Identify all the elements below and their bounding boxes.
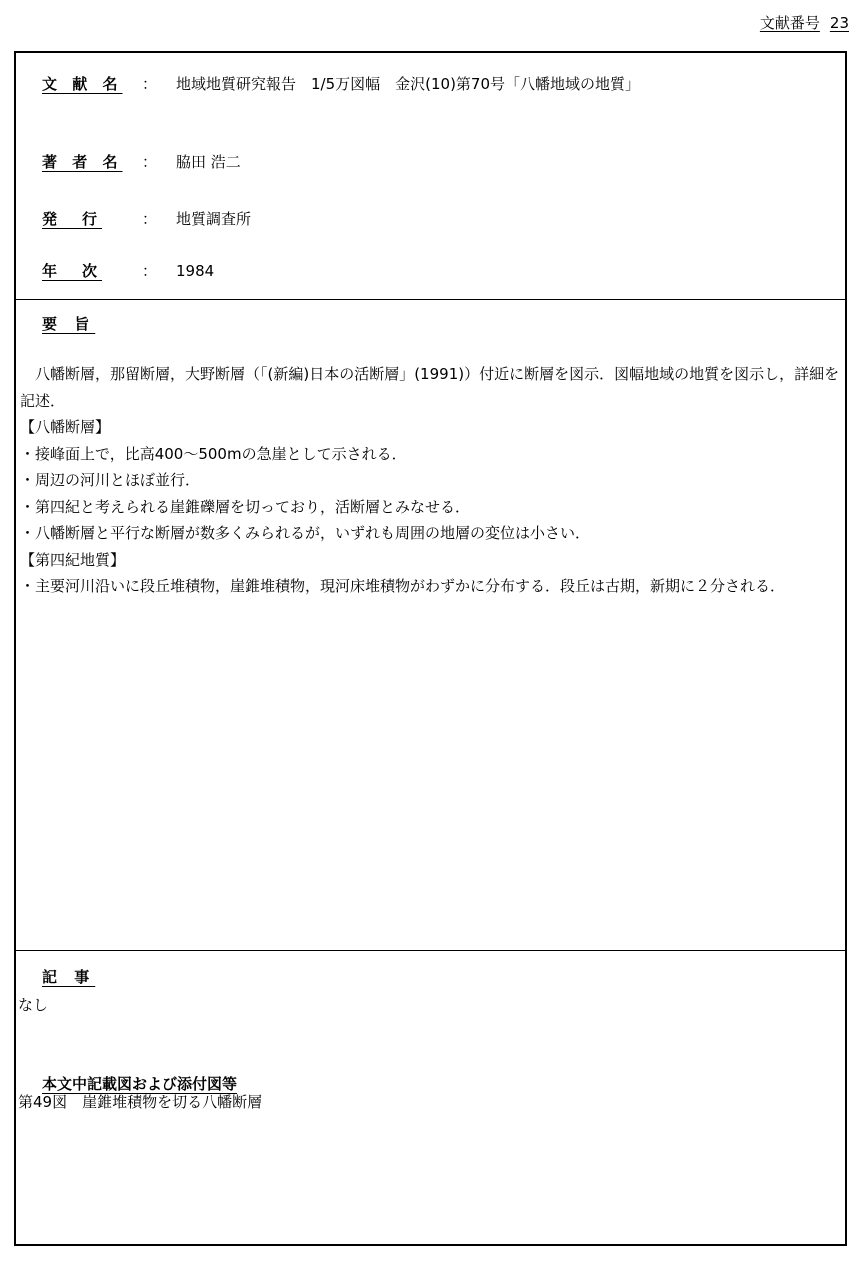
author-row xyxy=(42,151,241,172)
group1-item: ・周辺の河川とほぼ並行． xyxy=(20,471,201,489)
group2-heading: 【第四紀地質】 xyxy=(20,550,126,569)
year-value: 1984 xyxy=(176,262,215,280)
publisher-colon: ： xyxy=(142,210,158,228)
publisher-row xyxy=(42,208,251,229)
author-value: 脇田 浩二 xyxy=(176,153,241,171)
summary-section xyxy=(16,299,845,951)
group2-item: ・主要河川沿いに段丘堆積物，崖錐堆積物，現河床堆積物がわずかに分布する．段丘は古期，新期に２分される． xyxy=(20,577,786,595)
figures-heading: 本文中記載図および添付図等 xyxy=(42,1075,238,1093)
title-colon: ： xyxy=(142,75,158,93)
year-label: 年 次 xyxy=(42,262,103,280)
group1-item: ・八幡断層と平行な断層が数多くみられるが，いずれも周囲の地層の変位は小さい． xyxy=(20,524,591,542)
notes-value: なし xyxy=(18,996,49,1014)
summary-intro: 八幡断層，那留断層，大野断層（「(新編)日本の活断層」(1991)）付近に断層を図示．図幅地域の地質を図示し，詳細を記述． xyxy=(20,365,840,410)
group1-item: ・接峰面上で，比高400～500mの急崖として示される． xyxy=(20,444,407,463)
notes-heading: 記 事 xyxy=(42,968,96,986)
title-label: 文 献 名 xyxy=(42,75,123,93)
group1-heading: 【八幡断層】 xyxy=(20,418,111,436)
publisher-label: 発 行 xyxy=(42,210,103,228)
publisher-value: 地質調査所 xyxy=(176,210,252,228)
bibliographic-section xyxy=(16,53,845,300)
document-number-value: 23 xyxy=(829,14,849,32)
year-row xyxy=(42,260,214,281)
figures-body xyxy=(18,1089,844,1116)
group1-item: ・第四紀と考えられる崖錐礫層を切っており，活断層とみなせる． xyxy=(20,497,471,516)
figures-value: 第49図 崖錐堆積物を切る八幡断層 xyxy=(18,1093,263,1111)
document-number-label: 文献番号 xyxy=(759,14,820,32)
notes-section xyxy=(16,950,845,1244)
document-number xyxy=(760,12,859,33)
title-row xyxy=(42,73,640,94)
year-colon: ： xyxy=(142,262,158,280)
summary-heading: 要 旨 xyxy=(42,315,96,333)
title-value: 地域地質研究報告 1/5万図幅 金沢(10)第70号「八幡地域の地質」 xyxy=(176,75,641,93)
author-colon: ： xyxy=(142,153,158,171)
author-label: 著 者 名 xyxy=(42,153,123,171)
summary-body xyxy=(20,361,846,600)
record-frame xyxy=(14,51,847,1246)
notes-body xyxy=(18,992,844,1019)
